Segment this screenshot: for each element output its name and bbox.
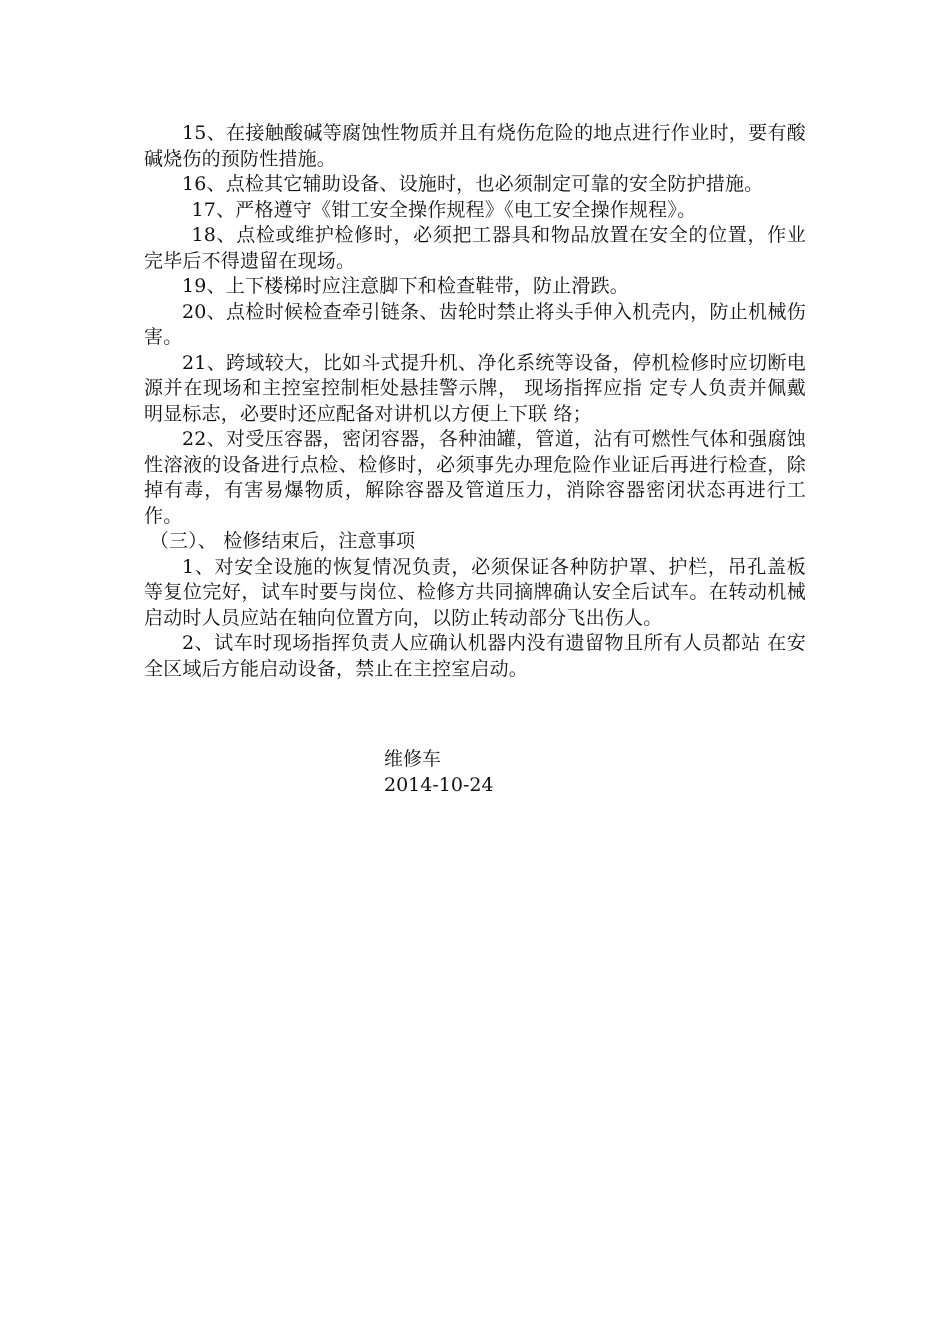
item-18: 18、点检或维护检修时，必须把工器具和物品放置在安全的位置，作业完毕后不得遗留在现场。 [144,224,806,272]
item-15: 15、在接触酸碱等腐蚀性物质并且有烧伤危险的地点进行作业时，要有酸碱烧伤的预防性措施。 [144,122,806,170]
after-item-2: 2、试车时现场指挥负责人应确认机器内没有遗留物且所有人员都站 在安全区域后方能启动设备，禁止在主控室启动。 [144,632,806,680]
item-17: 17、严格遵守《钳工安全操作规程》《电工安全操作规程》。 [191,198,697,221]
item-16: 16、点检其它辅助设备、设施时，也必须制定可靠的安全防护措施。 [182,173,764,195]
item-19: 19、上下楼梯时应注意脚下和检查鞋带，防止滑跌。 [182,275,629,297]
signature-date: 2014-10-24 [384,774,494,796]
signature-block [384,746,494,798]
after-item-1: 1、对安全设施的恢复情况负责，必须保证各种防护罩、护栏，吊孔盖板等复位完好，试车时要与岗位、检修方共同摘牌确认安全后试车。在转动机械启动时人员应站在轴向位置方向，以防止转动部分飞出伤人。 [144,555,806,629]
item-22: 22、对受压容器，密闭容器，各种油罐，管道，沾有可燃性气体和强腐蚀性溶液的设备进行点检、检修时，必须事先办理危险作业证后再进行检查，除掉有毒，有害易爆物质，解除容器及管道压力，消除容器密闭状态再进行工作。 [144,428,806,527]
item-20: 20、点检时候检查牵引链条、齿轮时禁止将头手伸入机壳内，防止机械伤害。 [144,300,806,348]
section-heading: （三）、 检修结束后，注意事项 [149,530,416,552]
item-21: 21、跨域较大，比如斗式提升机、净化系统等设备，停机检修时应切断电源并在现场和主控室控制柜处悬挂警示牌， 现场指挥应指 定专人负责并佩戴明显标志，必要时还应配备对讲机以方便上下联 络； [144,351,806,425]
document-body [144,121,806,682]
signature-department: 维修车 [384,748,442,770]
